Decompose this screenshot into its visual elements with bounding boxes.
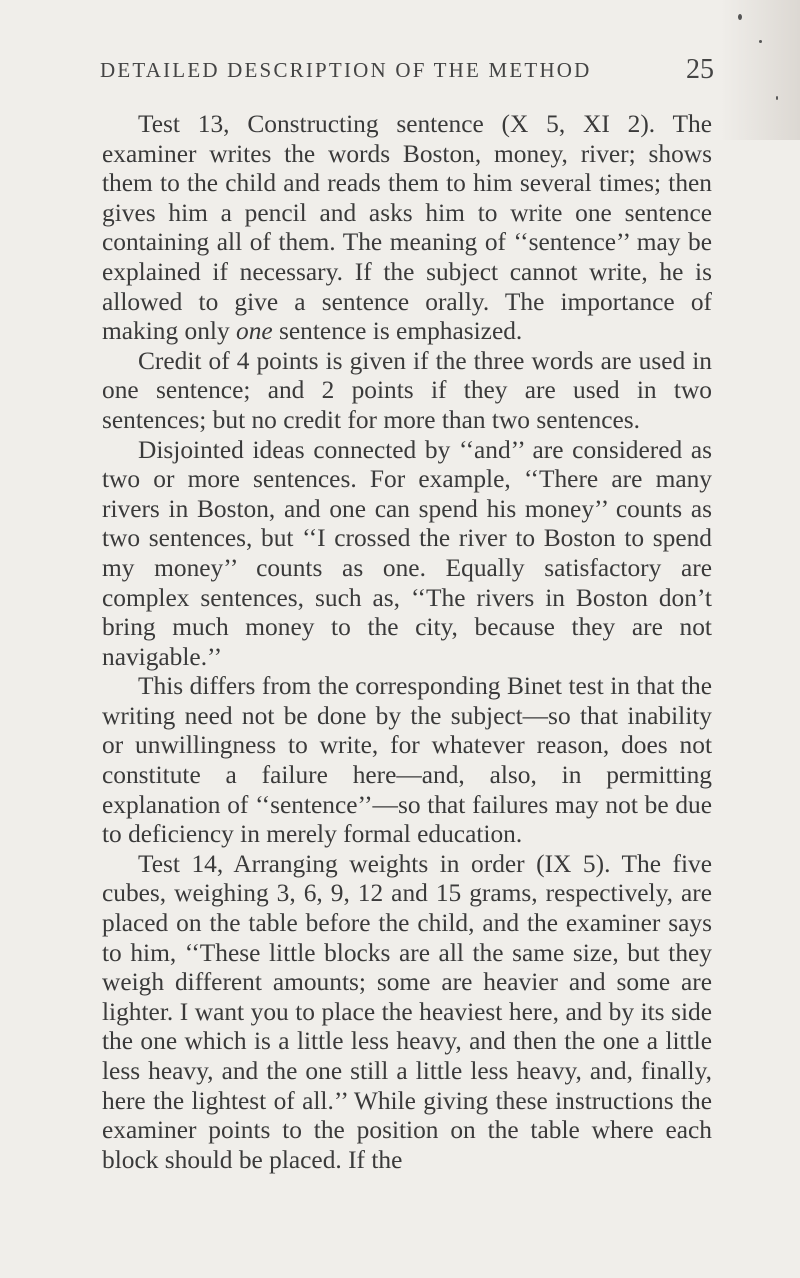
page-edge-shadow — [720, 0, 800, 140]
paragraph-credit — [102, 347, 712, 436]
paragraph-test-14 — [102, 850, 712, 1176]
paragraph-disjointed-ideas — [102, 436, 712, 673]
text-run: Credit of 4 points is given if the three words are used in one sentence; and 2 points if they are used in two sentences; but no credit for more than two sentences. — [102, 346, 712, 434]
emphasized-word: one — [236, 317, 273, 346]
text-run: Test 13, Constructing sentence (X 5, XI 2). The examiner writes the words Boston, money, river; shows them to the child and reads them to him several times; then gives him a pencil and asks him to write one sentence containing all of them. The meaning of ‘‘sentence’’ may be explained if necessary. If the subject cannot write, he is allowed to give a sentence orally. The importance of making only — [102, 110, 712, 346]
text-run: Test 14, Arranging weights in order (IX 5). The five cubes, weighing 3, 6, 9, 12 and 15 grams, respectively, are placed on the table before the child, and the examiner says to him, ‘‘These little blocks are all the same size, but they weigh different amounts; some are heavier and some are lighter. I want you to place the heaviest here, and by its side the one which is a little less heavy, and then the one a little less heavy, and the one still a little less heavy, and, finally, here the lightest of all.’’ While giving these instructions the examiner points to the position on the table where each block should be placed. If the — [102, 849, 712, 1174]
paper-speck — [759, 40, 762, 43]
paragraph-binet-comparison — [102, 672, 712, 850]
text-run: Disjointed ideas connected by ‘‘and’’ are considered as two or more sentences. For example, ‘‘There are many rivers in Boston, and one can spend his money’’ counts as two sentences, but ‘‘I crossed the river to Boston to spend my money’’ counts as one. Equally satisfactory are complex sentences, such as, ‘‘The rivers in Boston don’t bring much money to the city, because they are not navigable.’’ — [102, 435, 712, 671]
paper-speck — [738, 14, 742, 20]
text-run: This differs from the corresponding Binet test in that the writing need not be done by the subject—so that inability or unwillingness to write, for whatever reason, does not constitute a failure here—and, also, in permitting explanation of ‘‘sentence’’—so that failures may not be due to deficiency in merely formal education. — [102, 672, 712, 849]
text-run: sentence is emphasized. — [272, 317, 523, 346]
body-text — [102, 110, 712, 1175]
paper-speck — [776, 96, 778, 100]
page-header — [100, 54, 714, 90]
paragraph-test-13 — [102, 110, 712, 347]
running-head: DETAILED DESCRIPTION OF THE METHOD — [100, 58, 592, 82]
page-number: 25 — [686, 54, 714, 85]
